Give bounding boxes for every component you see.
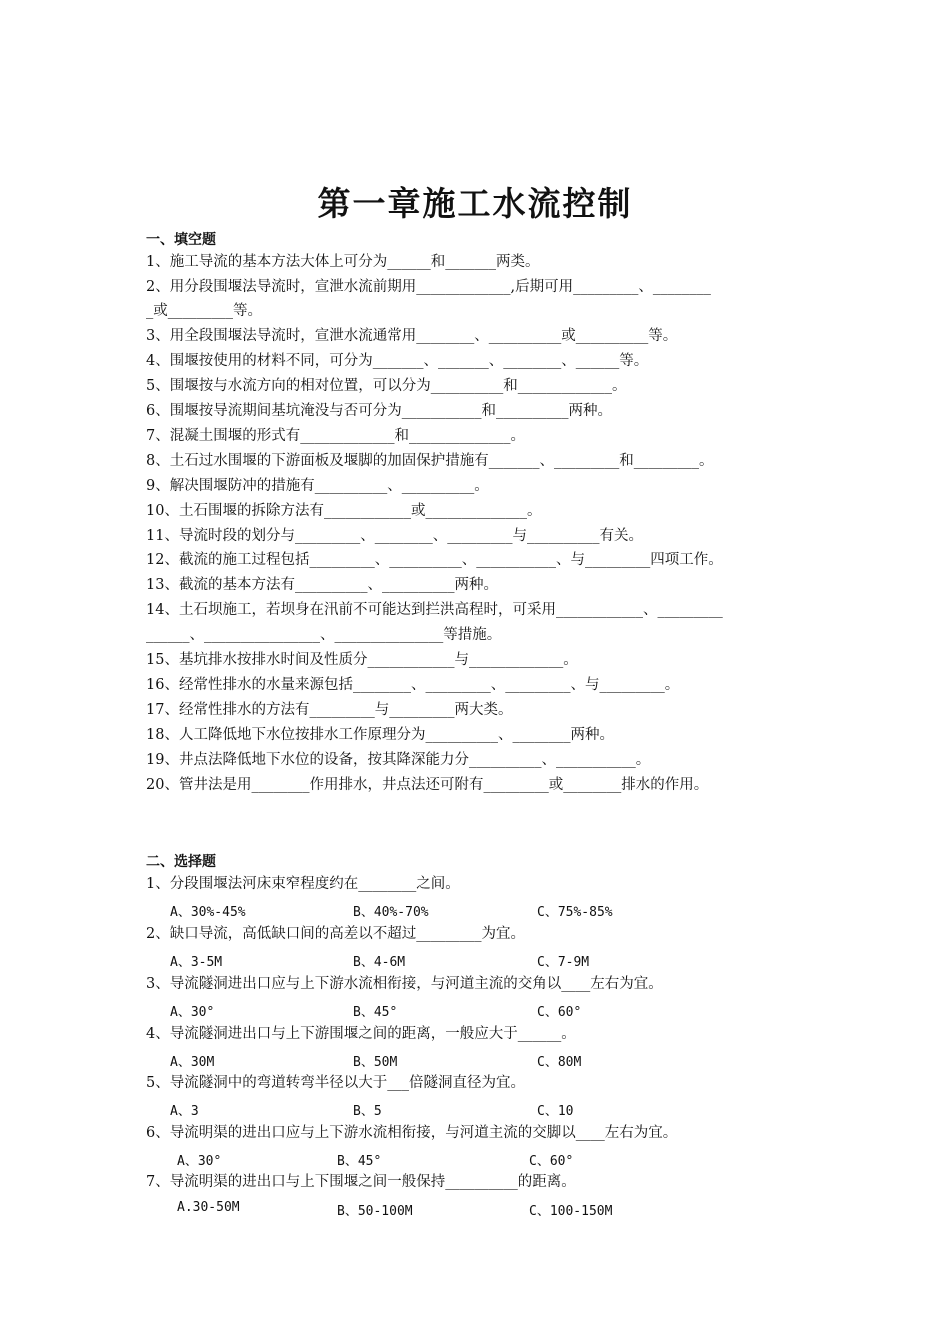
- section-heading-multiple-choice: 二、选择题: [146, 854, 216, 870]
- choice-option-a: A、30%-45%: [170, 905, 246, 920]
- choice-option-a: A、30°: [177, 1154, 222, 1169]
- choice-option-c: C、80M: [537, 1055, 582, 1070]
- choice-question-1: 1、分段围堰法河床束窄程度约在________之间。: [146, 876, 460, 892]
- choice-question-5: 5、导流隧洞中的弯道转弯半径以大于___倍隧洞直径为宜。: [146, 1075, 525, 1091]
- fill-question-17: 17、经常性排水的方法有_________与_________两大类。: [146, 702, 513, 718]
- choice-option-a: A、30°: [170, 1005, 215, 1020]
- choice-option-b: B、4-6M: [353, 955, 406, 970]
- choice-option-c: C、60°: [529, 1154, 574, 1169]
- choice-option-b: B、45°: [353, 1005, 398, 1020]
- fill-question-2-cont: _或_________等。: [146, 303, 262, 319]
- fill-question-13: 13、截流的基本方法有__________、__________两种。: [146, 577, 498, 593]
- choice-option-c: C、60°: [537, 1005, 582, 1020]
- fill-question-7: 7、混凝土围堰的形式有_____________和______________。: [146, 428, 525, 444]
- choice-option-c: C、75%-85%: [537, 905, 613, 920]
- fill-question-18: 18、人工降低地下水位按排水工作原理分为__________、________两种。: [146, 727, 614, 743]
- fill-question-8: 8、土石过水围堰的下游面板及堰脚的加固保护措施有_______、_________和_________。: [146, 453, 714, 469]
- choice-option-a: A、30M: [170, 1055, 215, 1070]
- choice-question-4: 4、导流隧洞进出口与上下游围堰之间的距离，一般应大于______。: [146, 1026, 576, 1042]
- section-heading-fill-in: 一、填空题: [146, 232, 216, 248]
- fill-question-3: 3、用全段围堰法导流时，宣泄水流通常用________、__________或__________等。: [146, 328, 678, 344]
- choice-option-a: A.30-50M: [177, 1200, 240, 1215]
- choice-question-2: 2、缺口导流，高低缺口间的高差以不超过_________为宜。: [146, 926, 525, 942]
- choice-option-b: B、50M: [353, 1055, 398, 1070]
- fill-question-15: 15、基坑排水按排水时间及性质分____________与_____________。: [146, 652, 578, 668]
- page-title: 第一章施工水流控制: [317, 184, 633, 223]
- fill-question-6: 6、围堰按导流期间基坑淹没与否可分为___________和__________两种。: [146, 403, 612, 419]
- choice-option-b: B、45°: [337, 1154, 382, 1169]
- fill-question-16: 16、经常性排水的水量来源包括________、_________、_________、与_________。: [146, 677, 680, 693]
- fill-question-5: 5、围堰按与水流方向的相对位置，可以分为__________和_____________。: [146, 378, 627, 394]
- choice-question-6: 6、导流明渠的进出口应与上下游水流相衔接，与河道主流的交脚以____左右为宜。: [146, 1125, 678, 1141]
- fill-question-2: 2、用分段围堰法导流时，宣泄水流前期用_____________,后期可用_________、________: [146, 279, 711, 295]
- fill-question-4: 4、围堰按使用的材料不同，可分为_______、_______、________、______等。: [146, 353, 649, 369]
- fill-question-11: 11、导流时段的划分与_________、________、_________与__________有关。: [146, 528, 643, 544]
- choice-option-c: C、7-9M: [537, 955, 590, 970]
- choice-question-3: 3、导流隧洞进出口应与上下游水流相衔接，与河道主流的交角以____左右为宜。: [146, 976, 663, 992]
- fill-question-9: 9、解决围堰防冲的措施有__________、__________。: [146, 478, 489, 494]
- fill-question-14: 14、土石坝施工，若坝身在汛前不可能达到拦洪高程时，可采用____________、_________: [146, 602, 723, 618]
- fill-question-19: 19、井点法降低地下水位的设备，按其降深能力分__________、___________。: [146, 752, 651, 768]
- fill-question-14-cont: ______、________________、_______________等措施。: [146, 627, 502, 643]
- fill-question-10: 10、土石围堰的拆除方法有____________或______________。: [146, 503, 542, 519]
- fill-question-20: 20、管井法是用________作用排水，井点法还可附有_________或________排水的作用。: [146, 777, 709, 793]
- choice-option-c: C、10: [537, 1104, 574, 1119]
- choice-option-b: B、5: [353, 1104, 382, 1119]
- choice-option-a: A、3: [170, 1104, 199, 1119]
- choice-option-b: B、40%-70%: [353, 905, 429, 920]
- choice-option-c: C、100-150M: [529, 1204, 613, 1219]
- choice-option-b: B、50-100M: [337, 1204, 413, 1219]
- fill-question-1: 1、施工导流的基本方法大体上可分为______和_______两类。: [146, 254, 540, 270]
- fill-question-12: 12、截流的施工过程包括_________、__________、___________、与_________四项工作。: [146, 552, 723, 568]
- choice-question-7: 7、导流明渠的进出口与上下围堰之间一般保持__________的距离。: [146, 1174, 576, 1190]
- choice-option-a: A、3-5M: [170, 955, 223, 970]
